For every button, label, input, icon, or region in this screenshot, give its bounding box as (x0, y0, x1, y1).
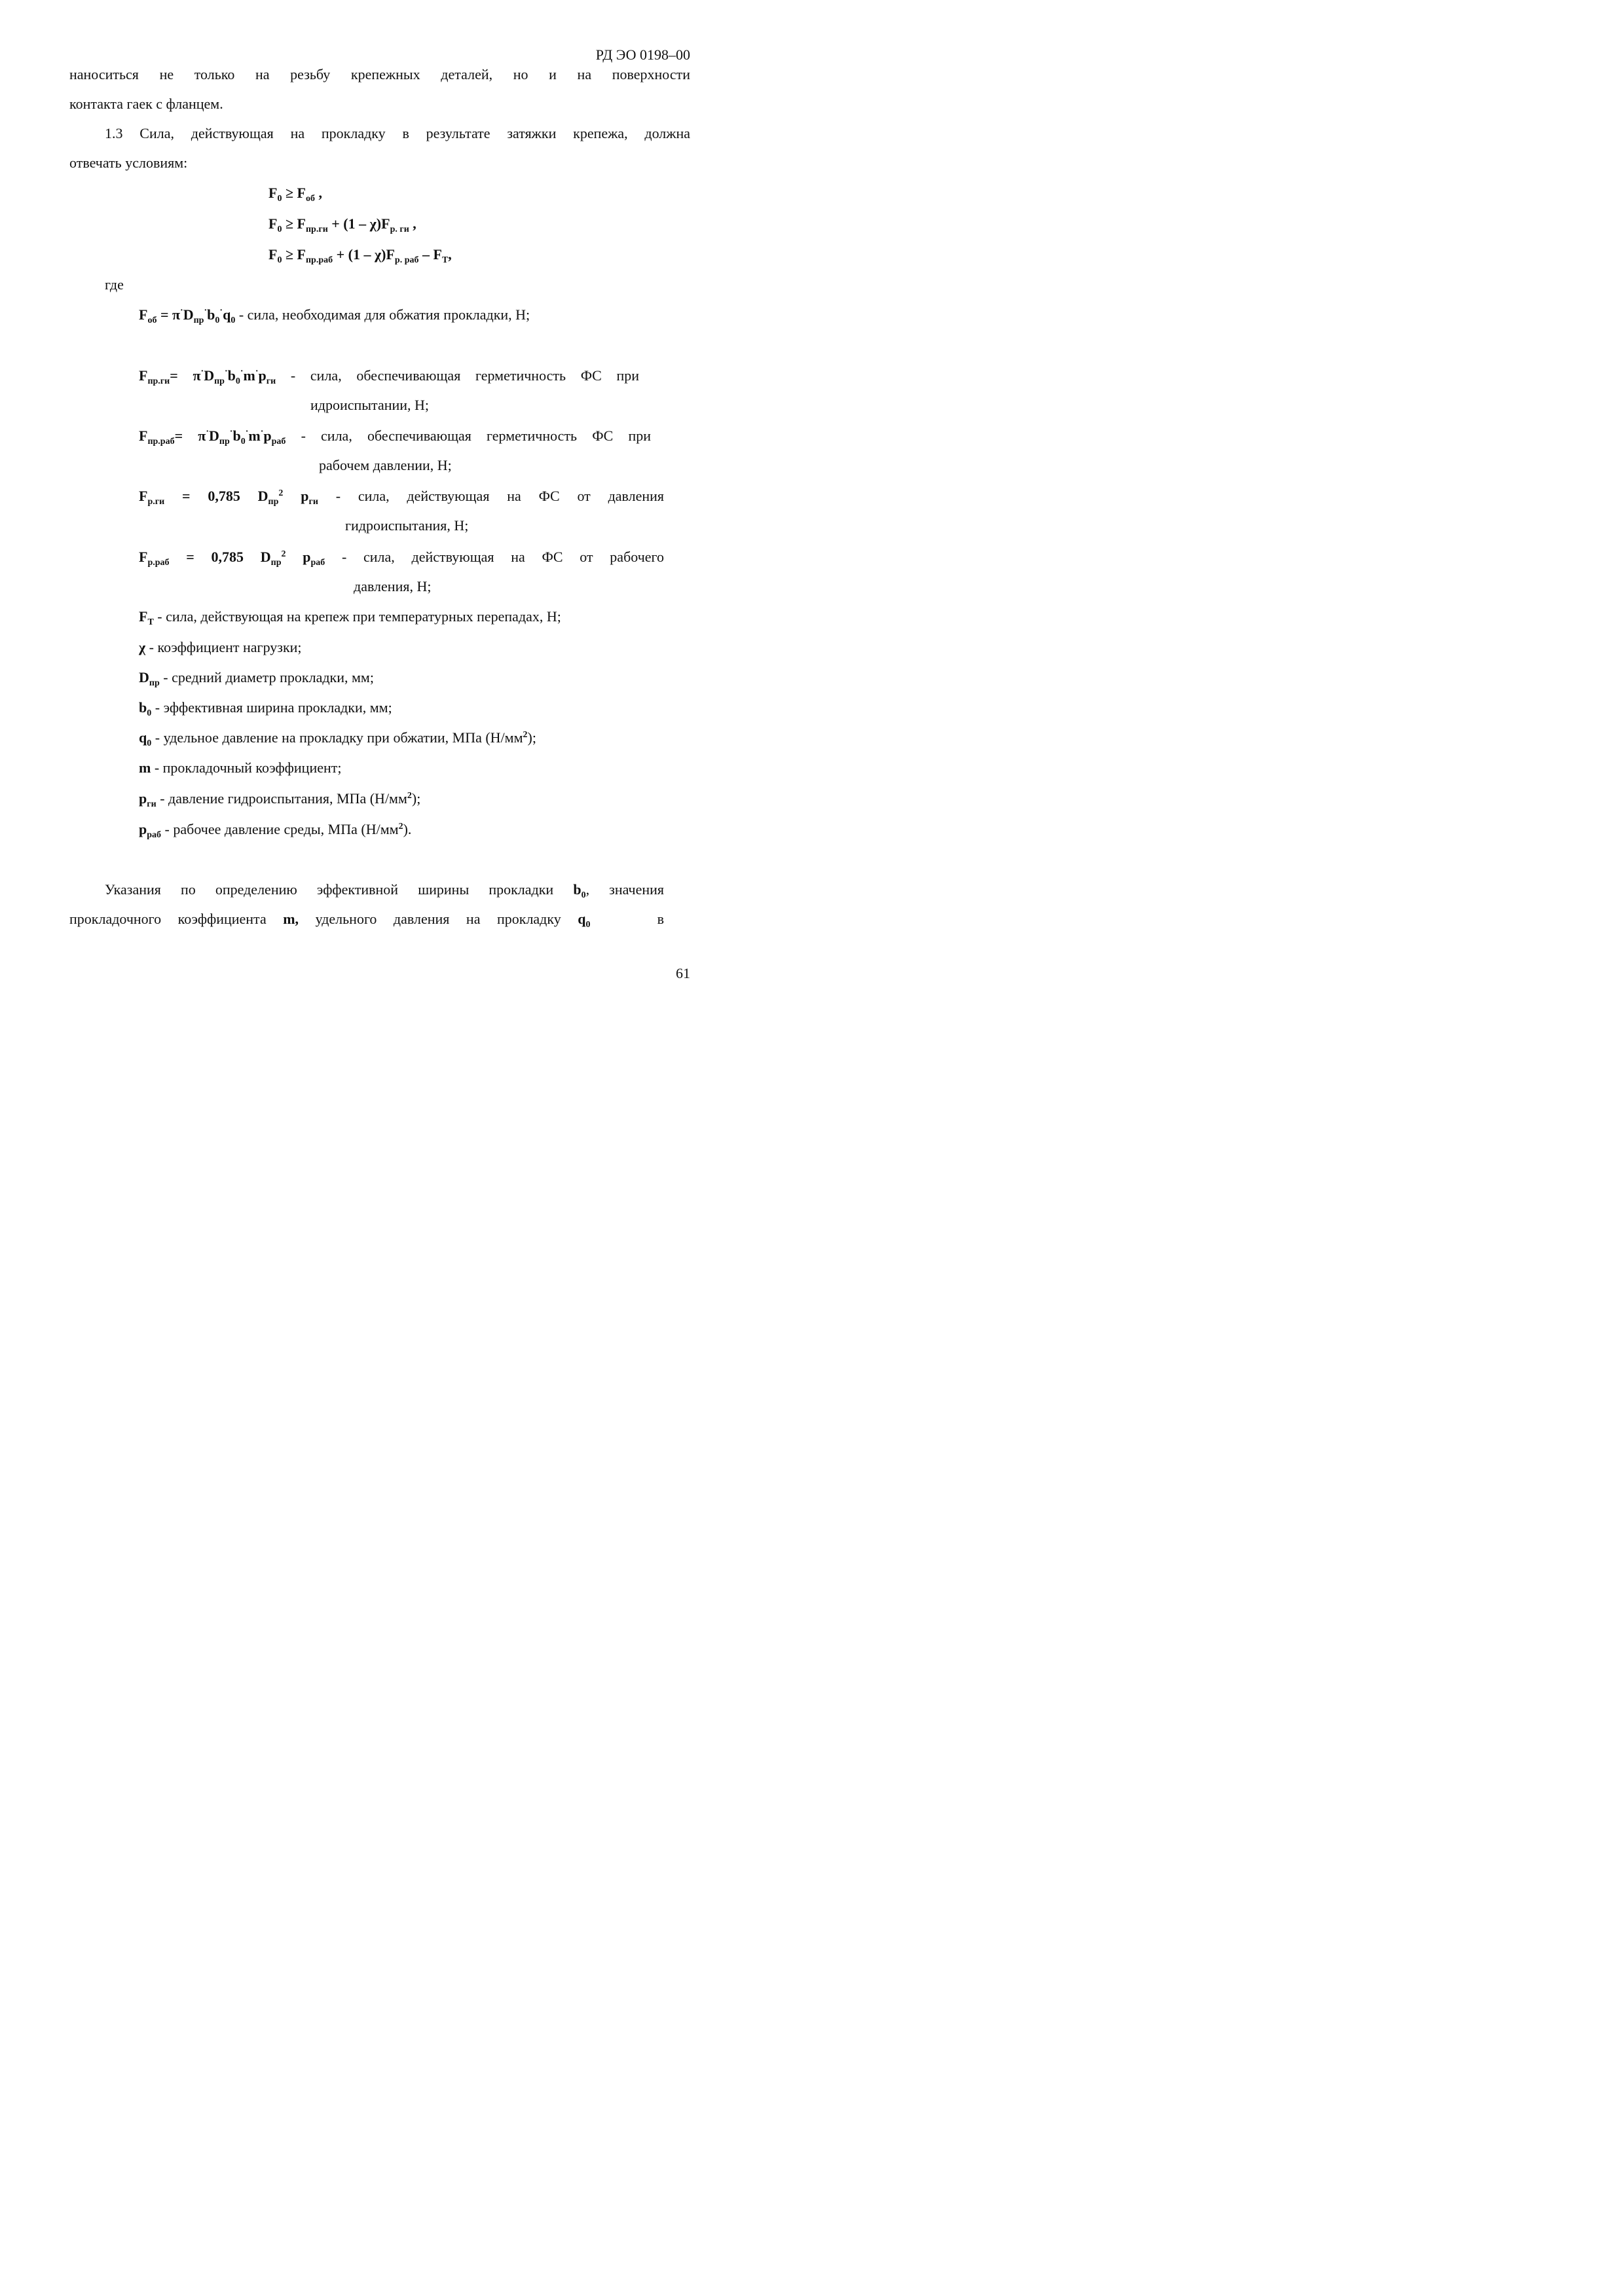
page-number: 61 (676, 965, 690, 981)
closing-paragraph-line-1: Указания по определению эффективной ширины прокладки $b_0$, значения (105, 881, 665, 900)
definition-f-pr-rab-continuation: рабочем давлении, Н; (319, 457, 452, 473)
definition-f-r-gi-continuation: гидроиспытания, Н; (345, 517, 469, 534)
definition-f-t: $F_T$ - сила, действующая на крепеж при температурных перепадах, Н; (139, 608, 561, 627)
definition-q0: $q_0$ - удельное давление на прокладку при обжатии, МПа $(Н/мм^2)$; (139, 729, 536, 748)
paragraph-2-line-1: 1.3 Сила, действующая на прокладку в результате затяжки крепежа, должна (105, 125, 690, 141)
definition-d-pr: $D_{пр}$ - средний диаметр прокладки, мм; (139, 669, 374, 688)
condition-3: $F_0 \ge F_{пр.раб} + (1 - \chi)F_{р. раб} - F_T$, (268, 246, 452, 265)
closing-paragraph-line-2: прокладочного коэффициента m, удельного давления на прокладку $q_0$ в (69, 911, 665, 930)
definition-f-ob: $F_{об} = \pi^\cdot D_{пр}^\cdot b_0^\cdot q_0$ - сила, необходимая для обжатия прокладки, Н; (139, 306, 530, 325)
definition-f-r-gi: $F_{р.ги} = 0,785$ $D_{пр}^2$ $p_{ги}$ - сила, действующая на ФС от давления (139, 488, 665, 507)
definition-f-r-rab-continuation: давления, Н; (354, 578, 432, 594)
definition-f-pr-gi: $F_{пр.ги}= \pi^\cdot D_{пр}^\cdot b_0^\cdot m^\cdot p_{ги}$ - сила, обеспечивающая герметичность ФС при (139, 367, 639, 386)
document-page (0, 0, 720, 1019)
definition-f-r-rab: $F_{р.раб} = 0,785$ $D_{пр}^2$ $p_{раб}$ - сила, действующая на ФС от рабочего (139, 549, 664, 568)
definition-p-rab: $p_{раб}$ - рабочее давление среды, МПа $(Н/мм^2)$. (139, 821, 412, 840)
paragraph-1-line-2: контакта гаек с фланцем. (69, 96, 223, 112)
paragraph-2-line-2: отвечать условиям: (69, 155, 188, 171)
definition-f-pr-rab: $F_{пр.раб}= \pi^\cdot D_{пр}^\cdot b_0^\cdot m^\cdot p_{раб}$ - сила, обеспечивающая герметичность ФС при (139, 427, 651, 446)
definition-m: m - прокладочный коэффициент; (139, 759, 342, 776)
paragraph-1-line-1: наноситься не только на резьбу крепежных деталей, но и на поверхности (69, 66, 690, 82)
definition-f-pr-gi-continuation: идроиспытании, Н; (310, 397, 430, 413)
condition-1: $F_0 \ge F_{об}$ , (268, 185, 322, 204)
definition-b0: $b_0$ - эффективная ширина прокладки, мм; (139, 699, 392, 718)
where-label: где (105, 276, 124, 293)
condition-2: $F_0 \ge F_{пр.ги} + (1 - \chi)F_{р. ги}$ , (268, 215, 416, 234)
definition-chi: χ - коэффициент нагрузки; (139, 639, 302, 655)
definition-p-gi: $p_{ги}$ - давление гидроиспытания, МПа $(Н/мм^2)$; (139, 790, 421, 809)
document-code: РД ЭО 0198–00 (595, 46, 690, 63)
